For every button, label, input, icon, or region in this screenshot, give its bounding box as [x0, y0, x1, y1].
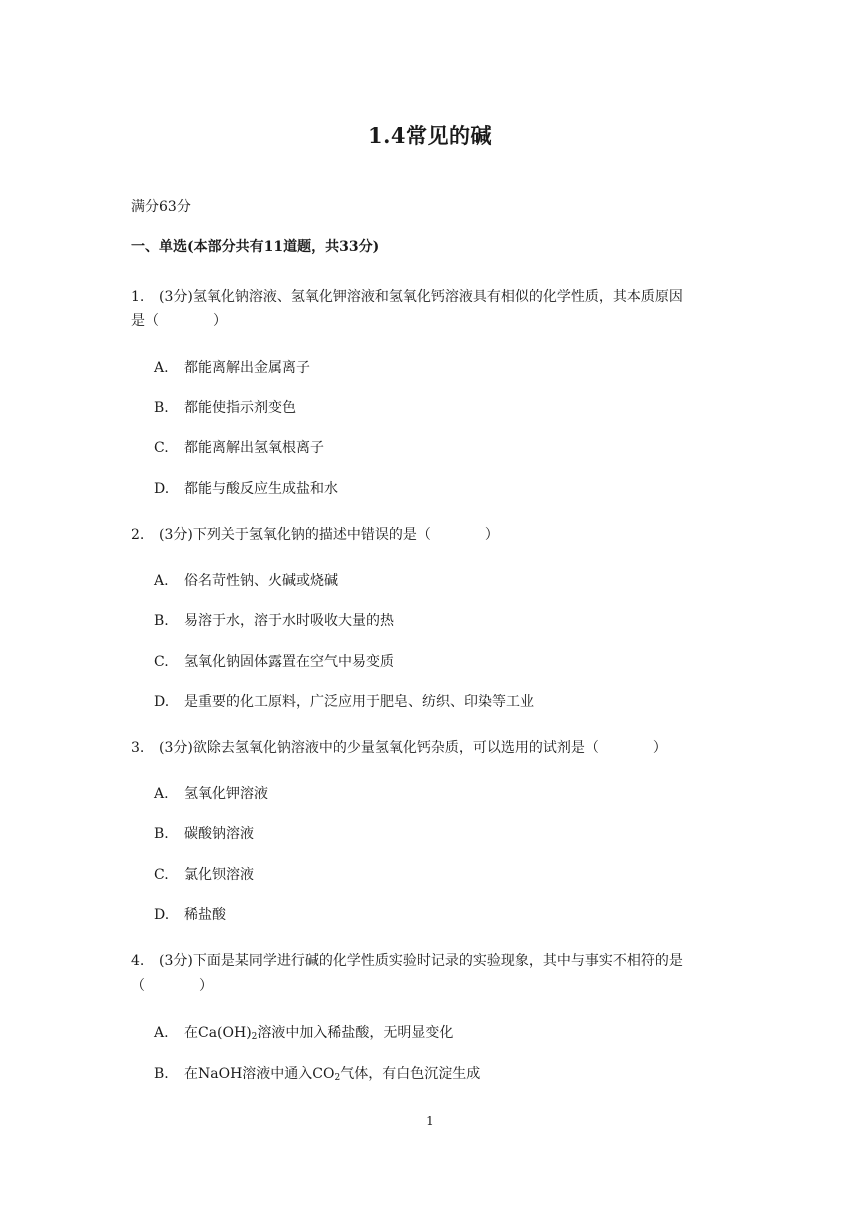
option-letter: A. [154, 573, 169, 589]
option-text-pre: 在Ca(OH) [184, 1025, 252, 1041]
option-text: 都能离解出金属离子 [184, 360, 310, 376]
option-letter: B. [154, 400, 169, 416]
question-text: ） [484, 527, 499, 543]
option-1c [154, 437, 324, 457]
option-letter: D. [154, 907, 170, 923]
option-2b [154, 610, 394, 630]
option-letter: B. [154, 613, 169, 629]
question-text: (3分)下列关于氢氧化钠的描述中错误的是（ [159, 527, 431, 543]
option-2a [154, 570, 338, 590]
question-number: 4. [131, 953, 145, 969]
option-letter: D. [154, 694, 170, 710]
option-2d [154, 691, 534, 711]
question-2 [131, 524, 499, 544]
question-text: ） [213, 313, 227, 329]
option-letter: A. [154, 1025, 169, 1041]
option-1a [154, 357, 310, 377]
question-text: (3分)欲除去氢氧化钠溶液中的少量氢氧化钙杂质，可以选用的试剂是（ [159, 740, 599, 756]
option-text: 都能离解出氢氧根离子 [184, 440, 324, 456]
option-text: 都能与酸反应生成盐和水 [184, 481, 338, 497]
option-1b [154, 397, 296, 417]
question-text: （ [131, 978, 145, 994]
option-text-post: 气体，有白色沉淀生成 [340, 1066, 481, 1082]
question-text: 是（ [131, 313, 159, 329]
option-3b [154, 823, 254, 843]
question-number: 3. [131, 740, 145, 756]
question-1-line-2 [131, 310, 227, 330]
option-letter: C. [154, 867, 169, 883]
option-letter: B. [154, 826, 169, 842]
option-text: 碳酸钠溶液 [184, 826, 254, 842]
question-4-line-2 [131, 975, 213, 995]
question-number: 1. [131, 289, 145, 305]
option-1d [154, 478, 338, 498]
option-text: 都能使指示剂变色 [184, 400, 296, 416]
option-letter: A. [154, 360, 169, 376]
option-letter: D. [154, 481, 170, 497]
question-4 [131, 950, 683, 970]
question-text: ） [652, 740, 667, 756]
option-text: 稀盐酸 [184, 907, 226, 923]
option-3d [154, 904, 226, 924]
question-3 [131, 737, 667, 757]
document-title: 1.4常见的碱 [367, 123, 493, 148]
option-letter: C. [154, 654, 169, 670]
question-1 [131, 286, 683, 306]
question-text: ） [199, 978, 213, 994]
option-text: 氯化钡溶液 [184, 867, 254, 883]
option-text: 氢氧化钾溶液 [184, 786, 268, 802]
option-4b [154, 1063, 480, 1083]
option-3a [154, 783, 268, 803]
option-text-pre: 在NaOH溶液中通入CO [184, 1066, 335, 1082]
total-score: 满分63分 [131, 199, 191, 215]
option-4a [154, 1022, 453, 1042]
section-heading: 一、单选(本部分共有11道题，共33分) [131, 239, 380, 255]
option-text: 俗名苛性钠、火碱或烧碱 [184, 573, 338, 589]
option-text: 是重要的化工原料，广泛应用于肥皂、纺织、印染等工业 [184, 694, 534, 710]
subscript: 2 [334, 1073, 341, 1083]
option-text: 氢氧化钠固体露置在空气中易变质 [184, 654, 394, 670]
question-text: (3分)下面是某同学进行碱的化学性质实验时记录的实验现象，其中与事实不相符的是 [159, 953, 683, 969]
option-letter: C. [154, 440, 169, 456]
option-letter: A. [154, 786, 169, 802]
option-2c [154, 651, 394, 671]
question-text: (3分)氢氧化钠溶液、氢氧化钾溶液和氢氧化钙溶液具有相似的化学性质，其本质原因 [159, 289, 683, 305]
option-text-post: 溶液中加入稀盐酸，无明显变化 [257, 1025, 454, 1041]
subscript: 2 [251, 1032, 258, 1042]
option-text: 易溶于水，溶于水时吸收大量的热 [184, 613, 394, 629]
question-number: 2. [131, 527, 145, 543]
option-letter: B. [154, 1066, 169, 1082]
page-number: 1 [426, 1114, 434, 1128]
option-3c [154, 864, 254, 884]
